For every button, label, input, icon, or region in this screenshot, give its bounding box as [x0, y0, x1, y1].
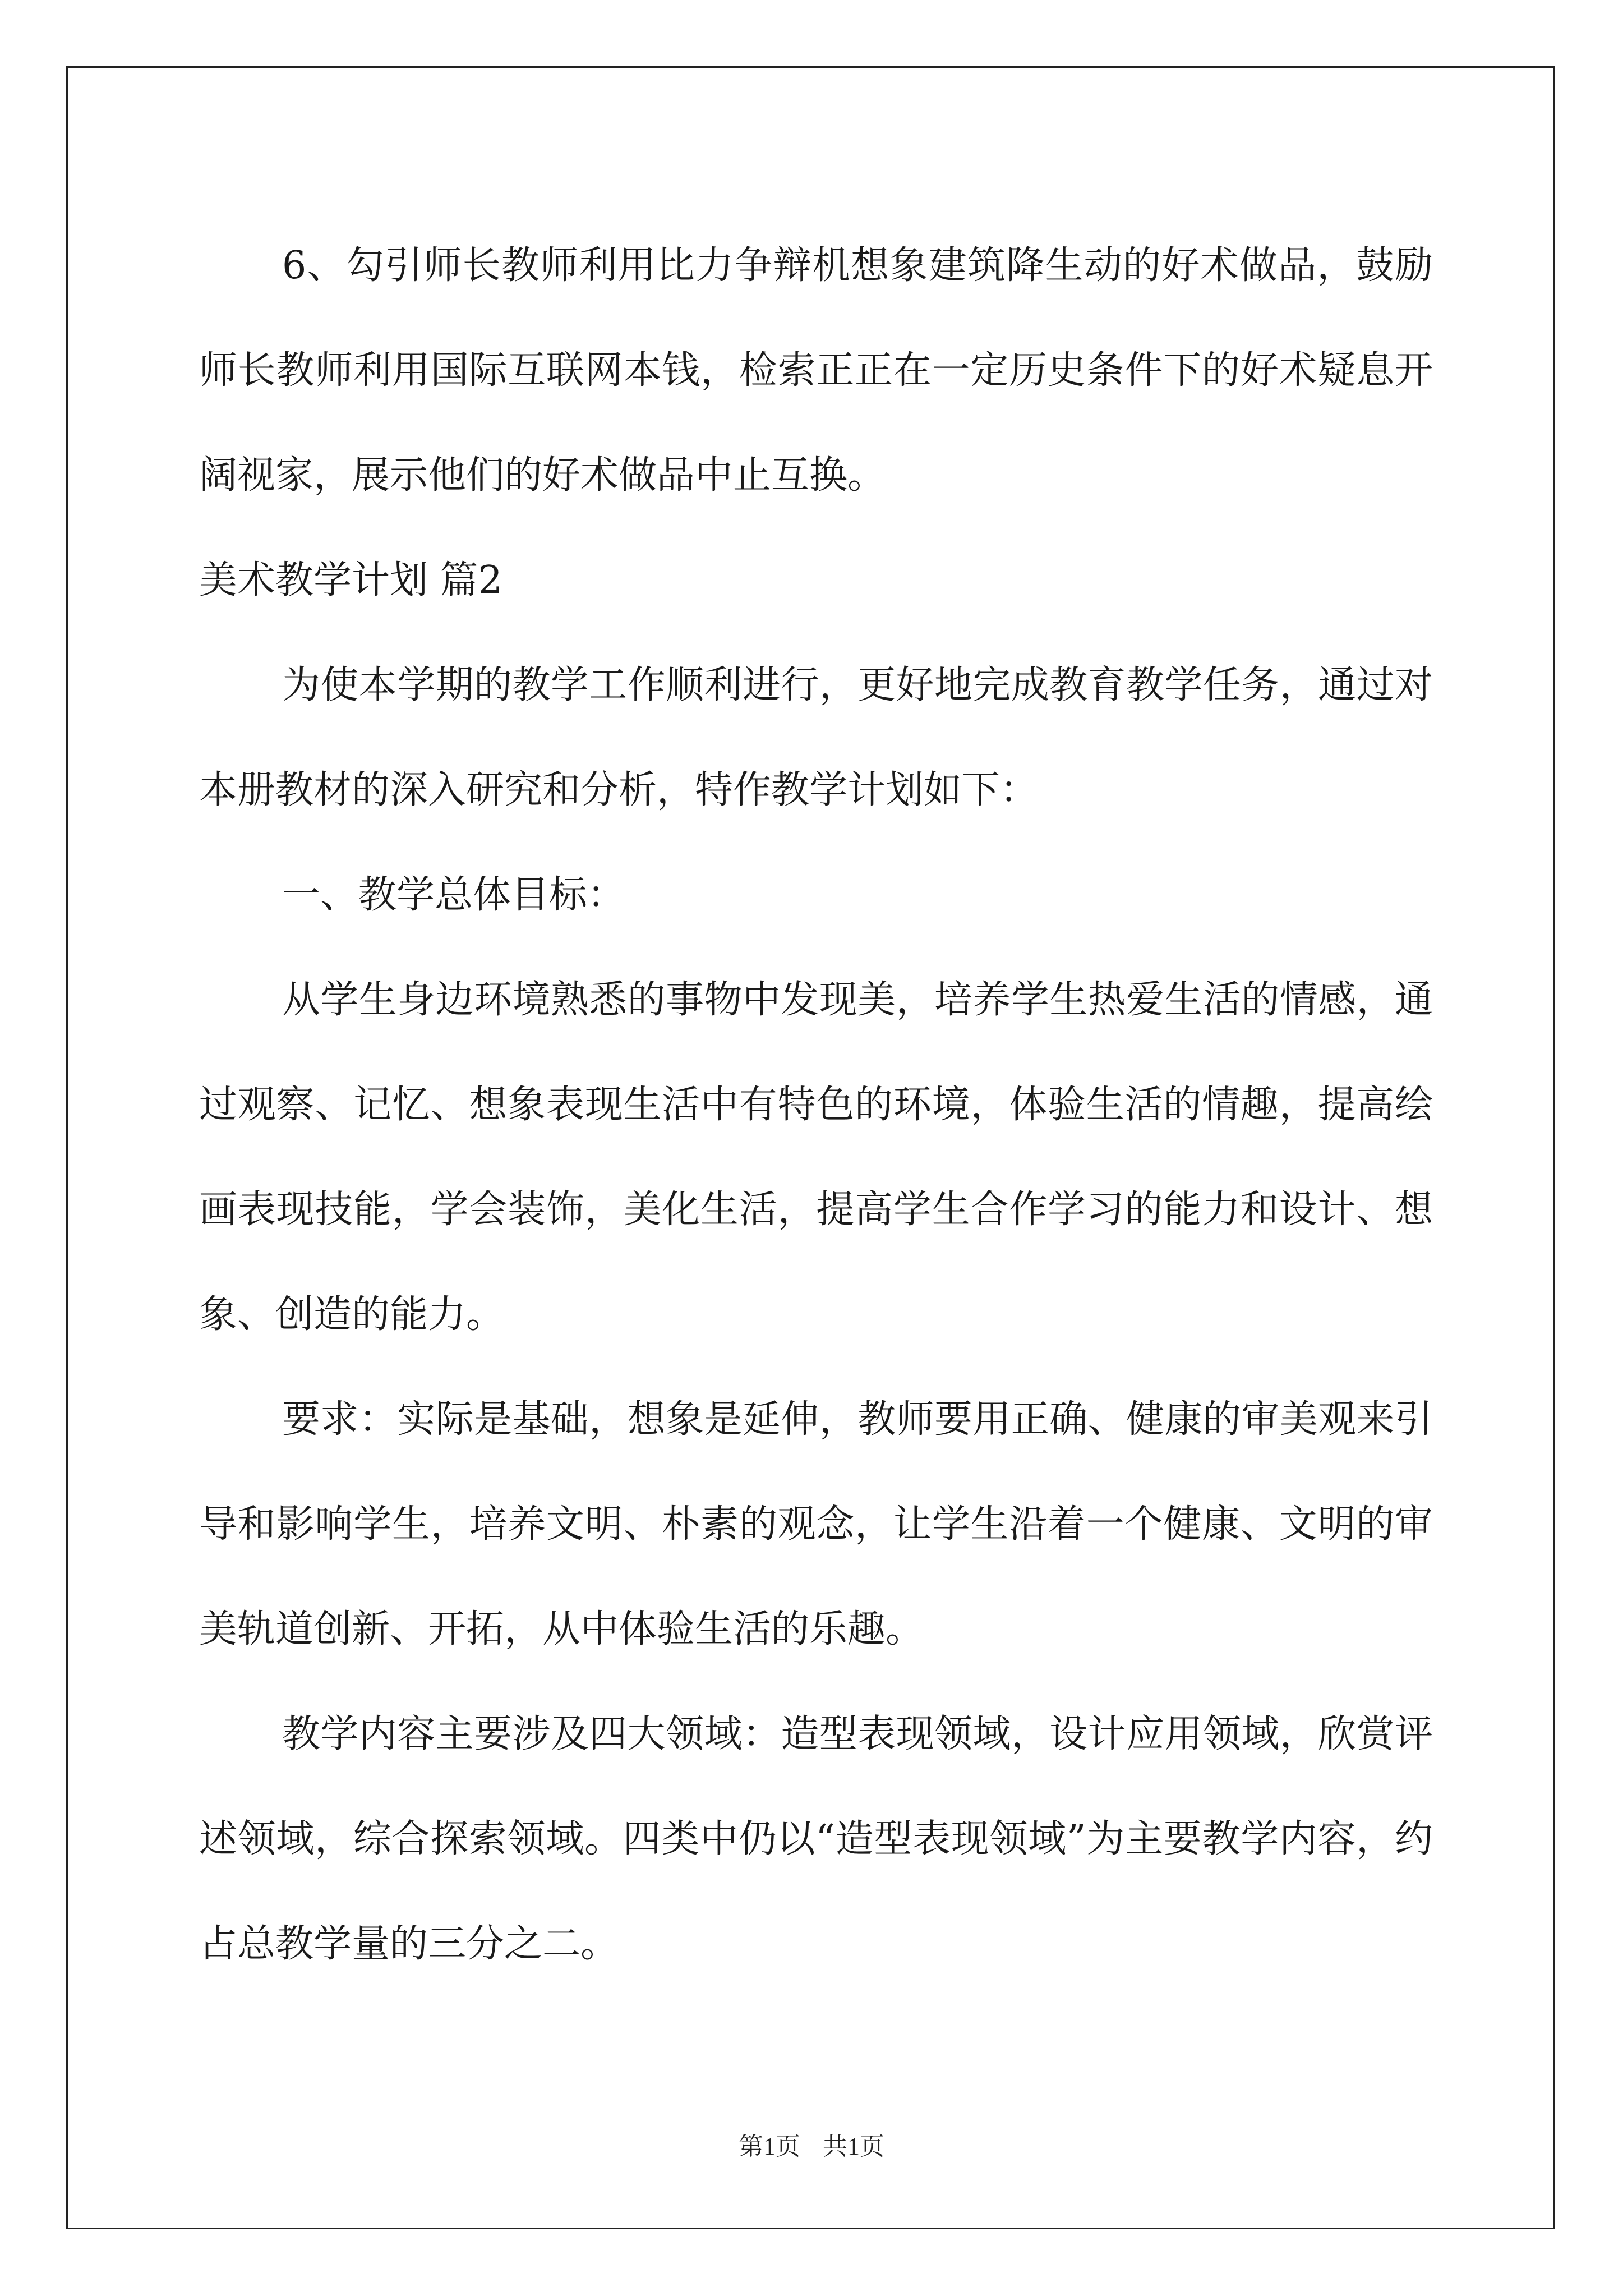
page-total: 共1页 [823, 2133, 884, 2160]
paragraph-goals: 从学生身边环境熟悉的事物中发现美，培养学生热爱生活的情感，通过观察、记忆、想象表现生活中有特色的环境，体验生活的情趣，提高绘画表现技能，学会装饰，美化生活，提高学生合作学习的能力和设计、想象、创造的能力。 [199, 978, 1433, 1337]
section-heading: 美术教学计划 篇2 [199, 558, 502, 602]
paragraph-content-areas: 教学内容主要涉及四大领域：造型表现领域，设计应用领域，欣赏评述领域，综合探索领域。四类中仍以“造型表现领域”为主要教学内容，约占总教学量的三分之二。 [199, 1712, 1433, 1966]
page-footer [0, 2126, 1623, 2162]
paragraph-requirements: 要求：实际是基础，想象是延伸，教师要用正确、健康的审美观来引导和影响学生，培养文明、朴素的观念，让学生沿着一个健康、文明的审美轨道创新、开拓，从中体验生活的乐趣。 [199, 1397, 1433, 1651]
document-body [199, 213, 1433, 1996]
paragraph-art-works-exchange: 6、勾引师长教师利用比力争辩机想象建筑降生动的好术做品，鼓励师长教师利用国际互联网本钱，检索正正在一定历史条件下的好术疑息开阔视家，展示他们的好术做品中止互换。 [199, 243, 1433, 498]
paragraph-subheading-goals: 一、教学总体目标： [282, 873, 626, 917]
page-number: 第1页 [739, 2133, 800, 2160]
paragraph-intro: 为使本学期的教学工作顺利进行，更好地完成教育教学任务，通过对本册教材的深入研究和分析，特作教学计划如下： [199, 663, 1433, 812]
